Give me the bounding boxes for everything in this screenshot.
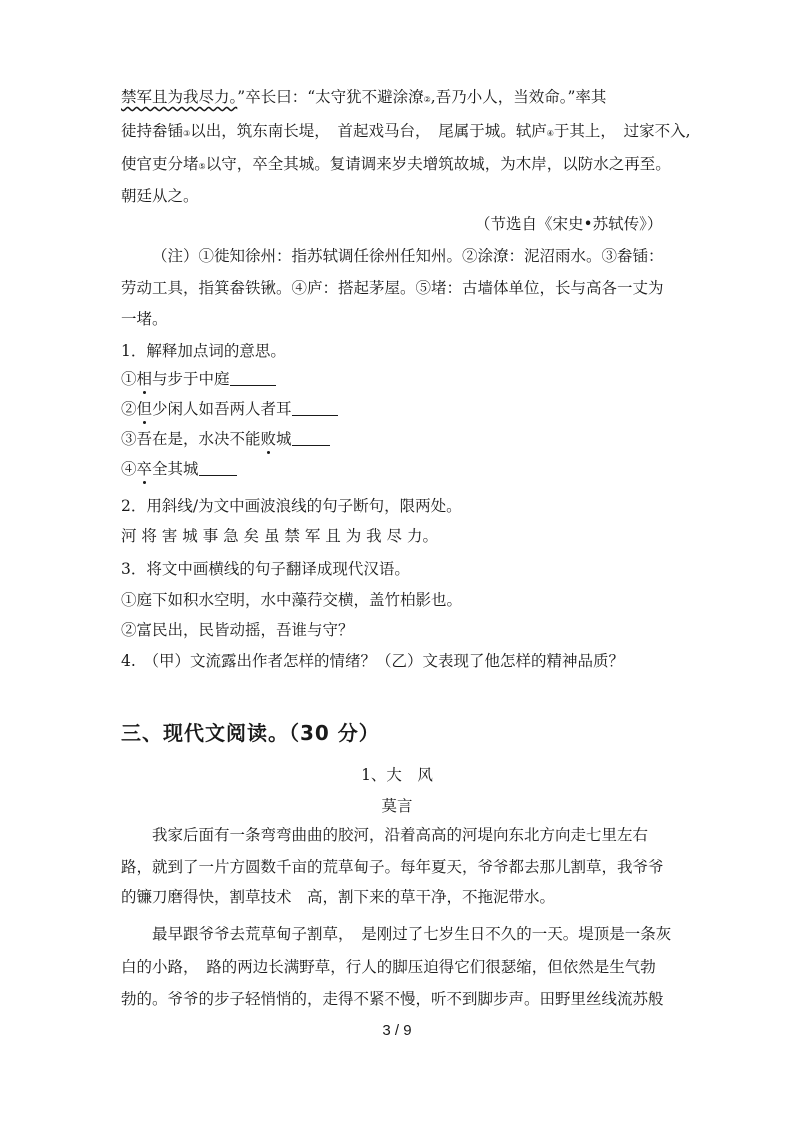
article-author: 莫言 — [381, 797, 413, 815]
article-title: 1、大 风 — [361, 766, 433, 784]
question-2-sentence: 河 将 害 城 事 急 矣 虽 禁 军 且 为 我 尽 力。 — [121, 527, 438, 545]
wavy-underlined-sentence: 禁军且为我尽力。 — [121, 88, 238, 106]
question-3: 3．将文中画横线的句子翻译成现代汉语。 — [121, 560, 410, 578]
article-paragraph-2-line-3: 勃的。爷爷的步子轻悄悄的，走得不紧不慢，听不到脚步声。田野里丝线流苏般 — [121, 990, 664, 1008]
question-1-item-3: ③吾在是，水决不能败城 — [121, 428, 330, 450]
article-paragraph-2-line-2: 白的小路， 路的两边长满野草，行人的脚压迫得它们很瑟缩，但依然是生气勃 — [121, 958, 656, 976]
passage-source: （节选自《宋史•苏轼传》） — [475, 215, 663, 233]
notes-line-1: （注）①徙知徐州：指苏轼调任徐州任知州。②涂潦：泥沼雨水。③畚锸： — [152, 247, 664, 265]
answer-blank[interactable] — [292, 401, 338, 416]
footnote-marker: ④ — [546, 129, 554, 138]
notes-line-3: 一堵。 — [121, 310, 168, 328]
question-2: 2．用斜线/为文中画波浪线的句子断句，限两处。 — [121, 497, 462, 515]
section-heading: 三、现代文阅读。（30 分） — [121, 721, 380, 745]
dotted-word: 卒 — [136, 460, 153, 478]
footnote-marker: ⑤ — [198, 162, 206, 171]
passage-line-2: 徒持畚锸③以出，筑东南长堤， 首起戏马台， 尾属于城。轼庐④于其上， 过家不入, — [121, 122, 691, 140]
question-1: 1．解释加点词的意思。 — [121, 342, 286, 360]
notes-line-2: 劳动工具，指箕畚铁锹。④庐：搭起茅屋。⑤堵：古墙体单位，长与高各一丈为 — [121, 279, 664, 297]
passage-line-3: 使官吏分堵⑤以守，卒全其城。复请调来岁夫增筑故城，为木岸，以防水之再至。 — [121, 155, 671, 173]
question-3-item-1: ①庭下如积水空明，水中藻荇交横，盖竹柏影也。 — [121, 591, 463, 609]
dotted-word: 相 — [136, 370, 153, 388]
question-4: 4. （甲）文流露出作者怎样的情绪？（乙）文表现了他怎样的精神品质？ — [121, 652, 625, 670]
article-paragraph-1-line-1: 我家后面有一条弯弯曲曲的胶河，沿着高高的河堤向东北方向走七里左右 — [152, 826, 649, 844]
footnote-marker: ③ — [183, 129, 191, 138]
article-paragraph-1-line-2: 路，就到了一片方圆数千亩的荒草甸子。每年夏天，爷爷都去那儿割草，我爷爷 — [121, 858, 664, 876]
question-1-item-2: ②但少闲人如吾两人者耳 — [121, 398, 338, 420]
footnote-marker: ② — [423, 95, 431, 104]
dotted-word: 败 — [260, 430, 277, 448]
question-1-item-1: ①相与步于中庭 — [121, 368, 276, 390]
article-paragraph-2-line-1: 最早跟爷爷去荒草甸子割草， 是刚过了七岁生日不久的一天。堤顶是一条灰 — [152, 925, 672, 943]
passage-line-4: 朝廷从之。 — [121, 187, 199, 205]
question-1-item-4: ④卒全其城 — [121, 458, 237, 480]
question-3-item-2: ②富民出，民皆动摇，吾谁与守？ — [121, 621, 354, 639]
dotted-word: 但 — [136, 400, 153, 418]
answer-blank[interactable] — [199, 461, 237, 476]
answer-blank[interactable] — [230, 371, 276, 386]
passage-line-1: 禁军且为我尽力。”卒长曰：“太守犹不避涂潦②,吾乃小人，当效命。”率其 — [121, 88, 607, 106]
page-number: 3 / 9 — [382, 1022, 412, 1039]
article-paragraph-1-line-3: 的镰刀磨得快，割草技术 高，割下来的草干净，不拖泥带水。 — [121, 888, 556, 906]
answer-blank[interactable] — [292, 431, 330, 446]
